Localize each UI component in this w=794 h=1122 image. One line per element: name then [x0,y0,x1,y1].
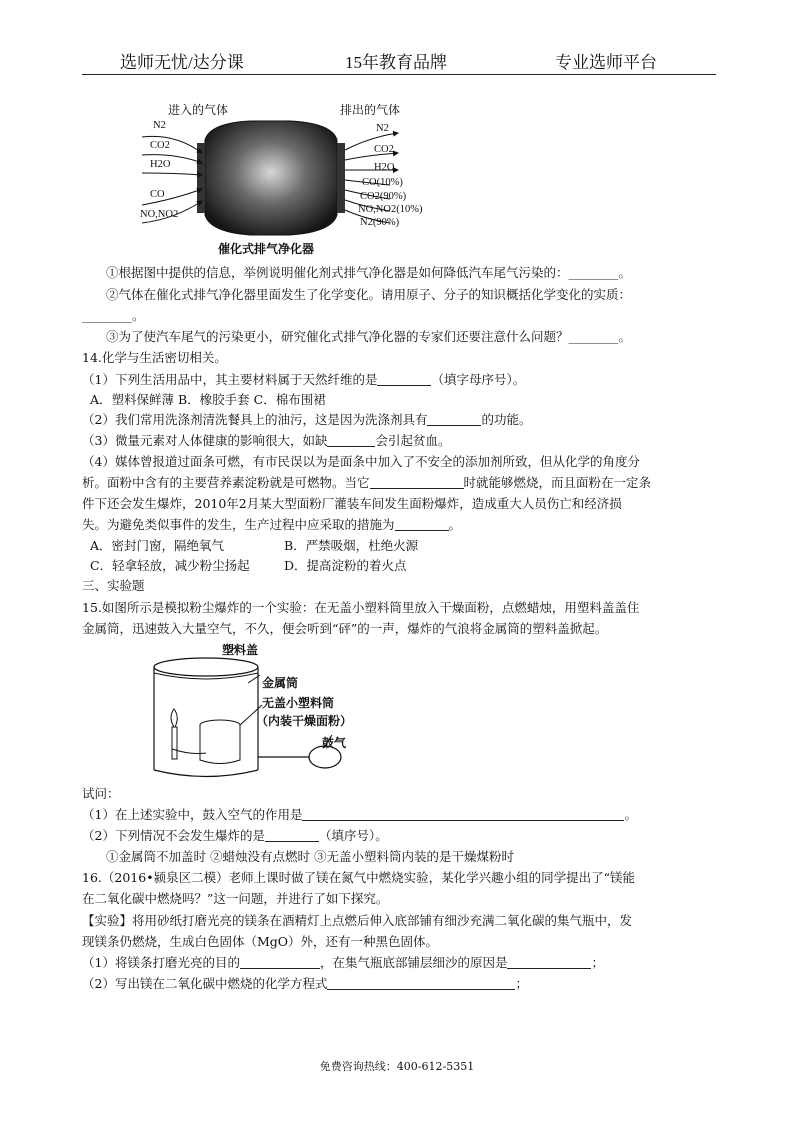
q14-part-4-line3: 件下还会发生爆炸，2010年2月某大型面粉厂灌装车间发生面粉爆炸，造成重大人员伤亡和经济损 [82,496,622,511]
out-gas-label: CO2(90%) [360,191,407,202]
out-gas-label: N2(90%) [360,217,400,228]
q14-option-b: B．严禁吸烟，杜绝火源 [284,538,419,553]
out-gas-label: H2O [374,162,395,173]
header-left: 选师无忧/达分课 [120,53,244,72]
q13-item-2-cont: ________。 [82,308,145,323]
q15-part-2 [82,828,388,844]
answer-blank[interactable] [240,956,320,969]
out-gas-title: 排出的气体 [340,103,401,117]
q15-1-text: （1）在上述实验中，鼓入空气的作用是 [82,807,303,822]
q14-title: 14.化学与生活密切相关。 [82,350,227,365]
answer-blank[interactable] [265,829,319,842]
q14-part-4: （4）媒体曾报道过面条可燃，有市民误以为是面条中加入了不安全的添加剂所致，但从化学的角度分 [82,454,640,469]
q14-option-d: D．提高淀粉的着火点 [284,558,407,573]
answer-blank[interactable] [377,373,431,386]
q16-part-2 [82,976,528,992]
metal-can-label: 金属筒 [262,676,299,690]
q15-2-text-end: （填序号）。 [318,828,388,843]
q14-1-text: （1）下列生活用品中，其主要材料属于天然纤维的是 [82,372,378,387]
q15-stem-cont: 金属筒，迅速鼓入大量空气，不久，便会听到“砰”的一声，爆炸的气浪将金属筒的塑料盖掀起。 [82,621,608,636]
in-gas-label: N2 [153,120,166,131]
out-gas-label: NO,NO2(10%) [358,204,423,215]
q14-4-text: 析。面粉中含有的主要营养素淀粉就是可燃物。当它 [82,475,370,490]
q16-experiment-cont: 现镁条仍燃烧，生成白色固体（MgO）外，还有一种黑色固体。 [82,934,439,949]
q16-2-text: （2）写出镁在二氧化碳中燃烧的化学方程式 [82,976,328,991]
in-gas-label: CO2 [150,140,170,151]
q14-option-a: A．密封门窗，隔绝氧气 [90,538,225,553]
out-gas-label: N2 [376,123,389,134]
in-gas-title: 进入的气体 [168,103,229,117]
in-gas-label: H2O [150,159,171,170]
answer-blank[interactable] [370,476,464,489]
q15-2-text: （2）下列情况不会发生爆炸的是 [82,828,265,843]
lid-label: 塑料盖 [222,643,259,657]
plastic-cup-label: 无盖小塑料筒 [262,696,335,710]
answer-blank[interactable] [395,518,449,531]
q14-4-text: 失。为避免类似事件的发生，生产过程中应采取的措施为 [82,517,395,532]
answer-blank[interactable] [327,434,375,447]
q14-1-text-end: （填字母序号）。 [431,372,526,387]
q14-option-c: C．轻拿轻放，减少粉尘扬起 [90,558,250,573]
q14-part-1 [82,372,525,388]
q16-stem: 16.（2016•颍泉区二模）老师上课时做了镁在氮气中燃烧实验，某化学兴趣小组的同学提出了“镁能 [82,870,635,885]
answer-blank[interactable] [302,808,624,821]
q16-experiment: 【实验】将用砂纸打磨光亮的镁条在酒精灯上点燃后伸入底部铺有细沙充满二氧化碳的集气瓶中，发 [82,913,633,928]
header-rule [82,74,716,75]
q16-2-text-end: ； [515,976,528,991]
q14-part-4-line2 [82,475,651,491]
converter-caption: 催化式排气净化器 [218,242,315,256]
q16-stem-cont: 在二氧化碳中燃烧吗？”这一问题，并进行了如下探究。 [82,891,389,906]
q16-part-1 [82,955,604,971]
q13-item-2: ②气体在催化式排气净化器里面发生了化学变化。请用原子、分子的知识概括化学变化的实质： [106,287,632,302]
q14-part-3 [82,433,450,449]
in-gas-label: NO,NO2 [140,209,179,220]
plastic-cup-content-label: （内装干燥面粉） [256,714,353,728]
out-gas-label: CO2 [374,144,394,155]
q14-4-text-end: 时就能够燃烧，而且面粉在一定条 [463,475,652,490]
answer-blank[interactable] [327,977,515,990]
q15-2-options: ①金属筒不加盖时 ②蜡烛没有点燃时 ③无盖小塑料筒内装的是干燥煤粉时 [106,849,514,864]
q14-2-text: （2）我们常用洗涤剂清洗餐具上的油污，这是因为洗涤剂具有 [82,412,428,427]
in-gas-label: CO [150,189,165,200]
q15-part-1 [82,807,637,823]
header-right: 专业选师平台 [555,53,657,72]
q14-1-options: A．塑料保鲜薄 B．橡胶手套 C．棉布围裙 [90,392,326,407]
section-title: 三、实验题 [82,578,145,593]
q14-part-4-line4 [82,517,461,533]
q13-item-1: ①根据图中提供的信息，举例说明催化剂式排气净化器是如何降低汽车尾气污染的：________。 [106,265,632,280]
footer-hotline: 免费咨询热线：400-612-5351 [319,1060,475,1073]
out-gas-label: CO(10%) [362,177,403,188]
header-center: 15年教育品牌 [345,53,447,72]
q14-2-text-end: 的功能。 [481,412,532,427]
bellows-label: 鼓气 [322,736,347,750]
q14-4-text-end: 。 [448,517,462,532]
q16-1-text-end: ； [591,955,604,970]
answer-blank[interactable] [427,413,481,426]
q13-item-3: ③为了使汽车尾气的污染更小，研究催化式排气净化器的专家们还要注意什么问题？________。 [106,329,632,344]
q16-1-text-mid: ，在集气瓶底部铺层细沙的原因是 [319,955,508,970]
q14-part-2 [82,412,531,428]
answer-blank[interactable] [507,956,591,969]
q16-1-text: （1）将镁条打磨光亮的目的 [82,955,240,970]
q15-1-text-end: 。 [624,807,637,822]
q14-3-text: （3）微量元素对人体健康的影响很大，如缺 [82,433,328,448]
q14-3-text-end: 会引起贫血。 [375,433,451,448]
q15-stem: 15.如图所示是模拟粉尘爆炸的一个实验：在无盖小塑料筒里放入干燥面粉，点燃蜡烛，用塑料盖盖住 [82,600,640,615]
q15-ask: 试问： [82,786,120,801]
